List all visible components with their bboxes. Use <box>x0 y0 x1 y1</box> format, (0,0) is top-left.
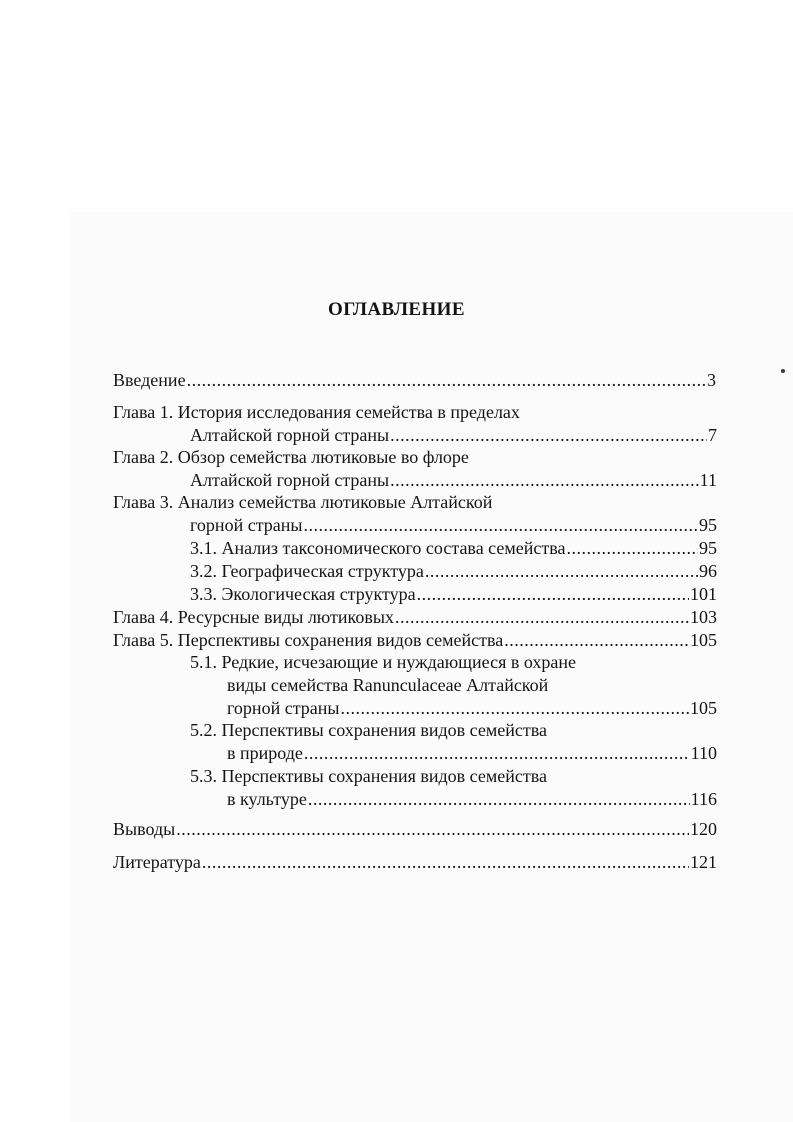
dot-leader <box>202 851 689 873</box>
toc-entry-section-5-3-title[interactable]: 5.3. Перспективы сохранения видов семейства <box>190 766 548 786</box>
toc-page-number: 105 <box>690 630 717 650</box>
toc-entry-chapter1-title[interactable]: Глава 1. История исследования семейства в пределах <box>113 402 520 422</box>
toc-entry-section-5-2-title[interactable]: 5.2. Перспективы сохранения видов семейства <box>190 720 548 740</box>
toc-entry-label: 3.3. Экологическая структура <box>190 584 416 604</box>
toc-page-number: 7 <box>708 425 717 445</box>
page-title: ОГЛАВЛЕНИЕ <box>328 299 465 320</box>
toc-entry-label: в природе <box>227 743 303 763</box>
dot-leader <box>504 629 689 651</box>
toc-entry-label: горной страны <box>227 698 340 718</box>
toc-entry-label: 3.2. Географическая структура <box>190 561 424 581</box>
toc-entry-label: Выводы <box>113 819 176 839</box>
toc-page-number: 101 <box>690 584 717 604</box>
toc-page-number: 95 <box>699 538 717 558</box>
toc-page-number: 3 <box>707 370 716 390</box>
toc-page-number: 116 <box>690 789 717 809</box>
toc-entry-label: Алтайской горной страны <box>190 425 390 445</box>
toc-page-number: 105 <box>690 698 717 718</box>
dot-leader <box>390 424 707 446</box>
toc-entry-label: 3.1. Анализ таксономического состава семейства <box>190 538 566 558</box>
dot-leader <box>187 369 706 391</box>
toc-entry-chapter5[interactable] <box>113 629 717 651</box>
toc-entry-label: Литература <box>113 852 201 872</box>
toc-entry-section-5-1-continuation[interactable]: виды семейства Ranunculaceae Алтайской <box>227 675 549 695</box>
toc-page-number: 11 <box>699 470 717 490</box>
dot-leader <box>341 697 690 719</box>
toc-entry-label: горной страны <box>190 515 303 535</box>
toc-entry-literature[interactable] <box>113 851 717 873</box>
toc-entry-chapter1[interactable] <box>190 424 717 446</box>
toc-entry-introduction[interactable] <box>113 369 716 391</box>
dot-leader <box>395 606 689 628</box>
toc-entry-label: в культуре <box>227 789 307 809</box>
dot-leader <box>425 560 698 582</box>
toc-entry-chapter2[interactable] <box>190 469 717 491</box>
toc-entry-section-5-1-title[interactable]: 5.1. Редкие, исчезающие и нуждающиеся в охране <box>190 652 577 672</box>
toc-page-number: 121 <box>690 852 717 872</box>
toc-page-number: 96 <box>699 561 717 581</box>
toc-page-number: 103 <box>690 607 717 627</box>
dot-leader <box>304 742 690 764</box>
toc-entry-section-5-1[interactable] <box>227 697 717 719</box>
toc-entry-conclusions[interactable] <box>113 818 717 840</box>
dot-leader <box>308 788 690 810</box>
toc-page-number: 120 <box>690 819 717 839</box>
toc-page-number: 95 <box>699 515 717 535</box>
dot-leader <box>176 818 689 840</box>
dot-leader <box>304 514 699 536</box>
toc-page-number: 110 <box>690 743 717 763</box>
dot-leader <box>567 537 699 559</box>
dot-leader <box>390 469 699 491</box>
toc-entry-section-3-2[interactable] <box>190 560 717 582</box>
toc-entry-label: Глава 4. Ресурсные виды лютиковых <box>113 607 394 627</box>
toc-entry-chapter3-title[interactable]: Глава 3. Анализ семейства лютиковые Алтайской <box>113 492 493 512</box>
toc-entry-section-5-2[interactable] <box>227 742 717 764</box>
toc-entry-section-3-1[interactable] <box>190 537 717 559</box>
toc-entry-chapter4[interactable] <box>113 606 717 628</box>
toc-entry-section-3-3[interactable] <box>190 583 717 605</box>
toc-entry-label: Алтайской горной страны <box>190 470 390 490</box>
dot-leader <box>417 583 689 605</box>
toc-entry-label: Глава 5. Перспективы сохранения видов семейства <box>113 630 504 650</box>
toc-entry-section-5-3[interactable] <box>227 788 717 810</box>
toc-entry-chapter2-title[interactable]: Глава 2. Обзор семейства лютиковые во флоре <box>113 447 469 467</box>
toc-entry-label: Введение <box>113 370 186 390</box>
toc-entry-chapter3[interactable] <box>190 514 717 536</box>
